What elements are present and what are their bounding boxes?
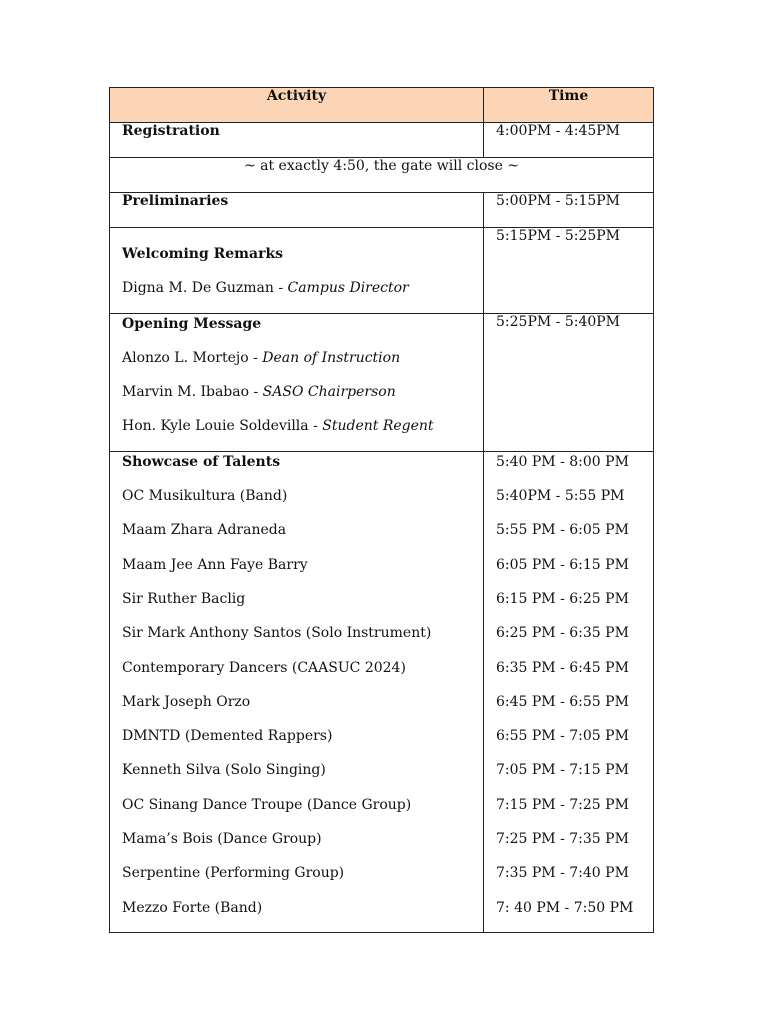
act-name: DMNTD (Demented Rappers) <box>122 728 333 745</box>
act-time: 7:35 PM - 7:40 PM <box>496 865 629 882</box>
welcoming-label: Welcoming Remarks <box>122 246 284 262</box>
act-name: OC Sinang Dance Troupe (Dance Group) <box>122 796 412 813</box>
preliminaries-time: 5:00PM - 5:15PM <box>484 193 654 228</box>
opening-speaker <box>122 416 471 450</box>
speaker-role: Dean of Instruction <box>262 349 401 366</box>
welcoming-row <box>110 228 654 314</box>
act-name: Kenneth Silva (Solo Singing) <box>122 762 326 779</box>
act-time: 7:25 PM - 7:35 PM <box>496 831 629 848</box>
program-schedule-table <box>109 87 654 933</box>
act-name: Maam Jee Ann Faye Barry <box>122 556 308 573</box>
welcoming-time: 5:15PM - 5:25PM <box>484 228 654 314</box>
opening-speaker <box>122 382 471 416</box>
act-name: Sir Mark Anthony Santos (Solo Instrument) <box>122 625 432 642</box>
act-name: Mark Joseph Orzo <box>122 693 251 710</box>
preliminaries-row <box>110 193 654 228</box>
activity-column-header: Activity <box>110 88 484 123</box>
showcase-time: 5:40 PM - 8:00 PM <box>496 453 629 470</box>
act-time: 7: 40 PM - 7:50 PM <box>496 899 634 916</box>
act-time: 6:25 PM - 6:35 PM <box>496 625 629 642</box>
opening-label: Opening Message <box>122 315 262 332</box>
registration-time: 4:00PM - 4:45PM <box>484 123 654 158</box>
act-time: 7:05 PM - 7:15 PM <box>496 762 629 779</box>
speaker-role: SASO Chairperson <box>262 384 396 401</box>
showcase-activity-cell <box>110 451 484 932</box>
act-time: 6:05 PM - 6:15 PM <box>496 556 629 573</box>
welcoming-activity-cell <box>110 228 484 314</box>
speaker-role: Campus Director <box>287 280 409 297</box>
showcase-row <box>110 451 654 932</box>
speaker-name: Digna M. De Guzman - <box>122 280 288 297</box>
speaker-role: Student Regent <box>322 418 434 435</box>
showcase-label: Showcase of Talents <box>122 453 281 470</box>
act-time: 6:35 PM - 6:45 PM <box>496 659 629 676</box>
act-time: 5:55 PM - 6:05 PM <box>496 522 629 539</box>
act-time: 5:40PM - 5:55 PM <box>496 488 625 505</box>
opening-time: 5:25PM - 5:40PM <box>484 313 654 451</box>
act-name: Mezzo Forte (Band) <box>122 899 263 916</box>
act-name: OC Musikultura (Band) <box>122 488 288 505</box>
table-header-row <box>110 88 654 123</box>
act-name: Sir Ruther Baclig <box>122 590 246 607</box>
act-name: Contemporary Dancers (CAASUC 2024) <box>122 659 406 676</box>
registration-row <box>110 123 654 158</box>
act-name: Mama’s Bois (Dance Group) <box>122 831 322 848</box>
opening-activity-cell <box>110 313 484 451</box>
preliminaries-label: Preliminaries <box>110 193 484 228</box>
act-time: 6:45 PM - 6:55 PM <box>496 693 629 710</box>
time-column-header: Time <box>484 88 654 123</box>
welcoming-speaker <box>122 278 471 312</box>
act-name: Maam Zhara Adraneda <box>122 522 287 539</box>
opening-speaker <box>122 348 471 382</box>
gate-note-row <box>110 158 654 193</box>
showcase-time-cell <box>484 451 654 932</box>
opening-row <box>110 313 654 451</box>
registration-label: Registration <box>110 123 484 158</box>
speaker-name: Hon. Kyle Louie Soldevilla - <box>122 418 323 435</box>
act-time: 6:55 PM - 7:05 PM <box>496 728 629 745</box>
speaker-name: Alonzo L. Mortejo - <box>122 349 263 366</box>
act-time: 6:15 PM - 6:25 PM <box>496 590 629 607</box>
act-time: 7:15 PM - 7:25 PM <box>496 796 629 813</box>
act-name: Serpentine (Performing Group) <box>122 865 345 882</box>
speaker-name: Marvin M. Ibabao - <box>122 384 263 401</box>
gate-note: ~ at exactly 4:50, the gate will close ~ <box>110 158 654 193</box>
